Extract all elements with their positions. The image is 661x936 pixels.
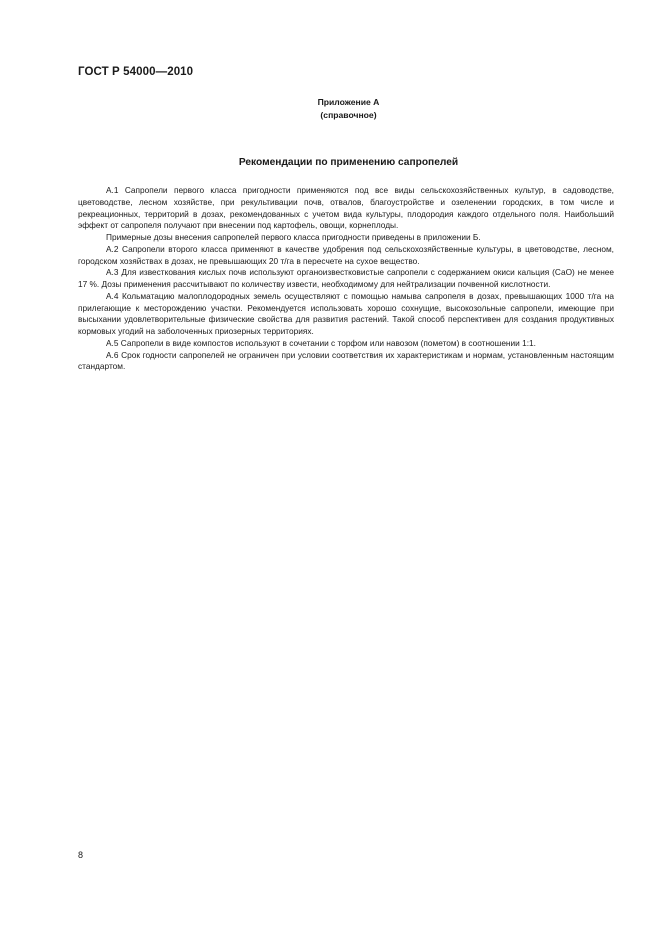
appendix-heading <box>0 96 661 122</box>
paragraph-a3: А.3 Для известкования кислых почв используют органоизвестковистые сапропели с содержанием окиси кальция (СаО) не менее 17 %. Дозы применения рассчитывают по количеству извести, необходимому для нейтрализации почвенной кислотности. <box>78 267 614 289</box>
appendix-label: Приложение А <box>317 97 380 107</box>
paragraph-a5: А.5 Сапропели в виде компостов используют в сочетании с торфом или навозом (пометом) в соотношении 1:1. <box>106 337 536 348</box>
appendix-kind: (справочное) <box>320 110 377 120</box>
paragraph-a1-doses: Примерные дозы внесения сапропелей первого класса пригодности приведены в приложении Б. <box>106 232 481 242</box>
paragraph-a1: А.1 Сапропели первого класса пригодности применяются под все виды сельскохозяйственных культур, в садоводстве, цветоводстве, лесном хозяйстве, при рекультивации почв, отвалов, благоустройстве и озеленении городских, в том числе и рекреационных, территорий в дозах, рекомендованных с учетом вида культуры, плодородия каждого отдельного поля. Наибольший эффект от сапропеля получают при внесении под картофель, овощи, корнеплоды. <box>78 185 614 231</box>
paragraph-a6: А.6 Срок годности сапропелей не ограничен при условии соответствия их характеристикам и нормам, установленным настоящим стандартом. <box>78 349 614 372</box>
paragraph-a4: А.4 Кольматацию малоплодородных земель осуществляют с помощью намыва сапропеля в дозах, превышающих 1000 т/га на прилегающие к месторождению участки. Рекомендуется использовать хорошо сохнущие, высокозольные сапропели, имеющие при высыхании удовлетворительные физические свойства для развития растений. Такой способ перспективен для создания продуктивных кормовых угодий на заболоченных приозерных территориях. <box>78 290 614 336</box>
paragraph-a2: А.2 Сапропели второго класса применяют в качестве удобрения под сельскохозяйственные культуры, в цветоводстве, лесном, городском хозяйствах в дозах, не превышающих 20 т/га в пересчете на сухое вещество. <box>78 243 614 266</box>
document-standard-header: ГОСТ Р 54000—2010 <box>78 66 194 78</box>
section-title: Рекомендации по применению сапропелей <box>238 157 459 168</box>
body-text <box>78 185 614 373</box>
page-number: 8 <box>78 850 84 860</box>
